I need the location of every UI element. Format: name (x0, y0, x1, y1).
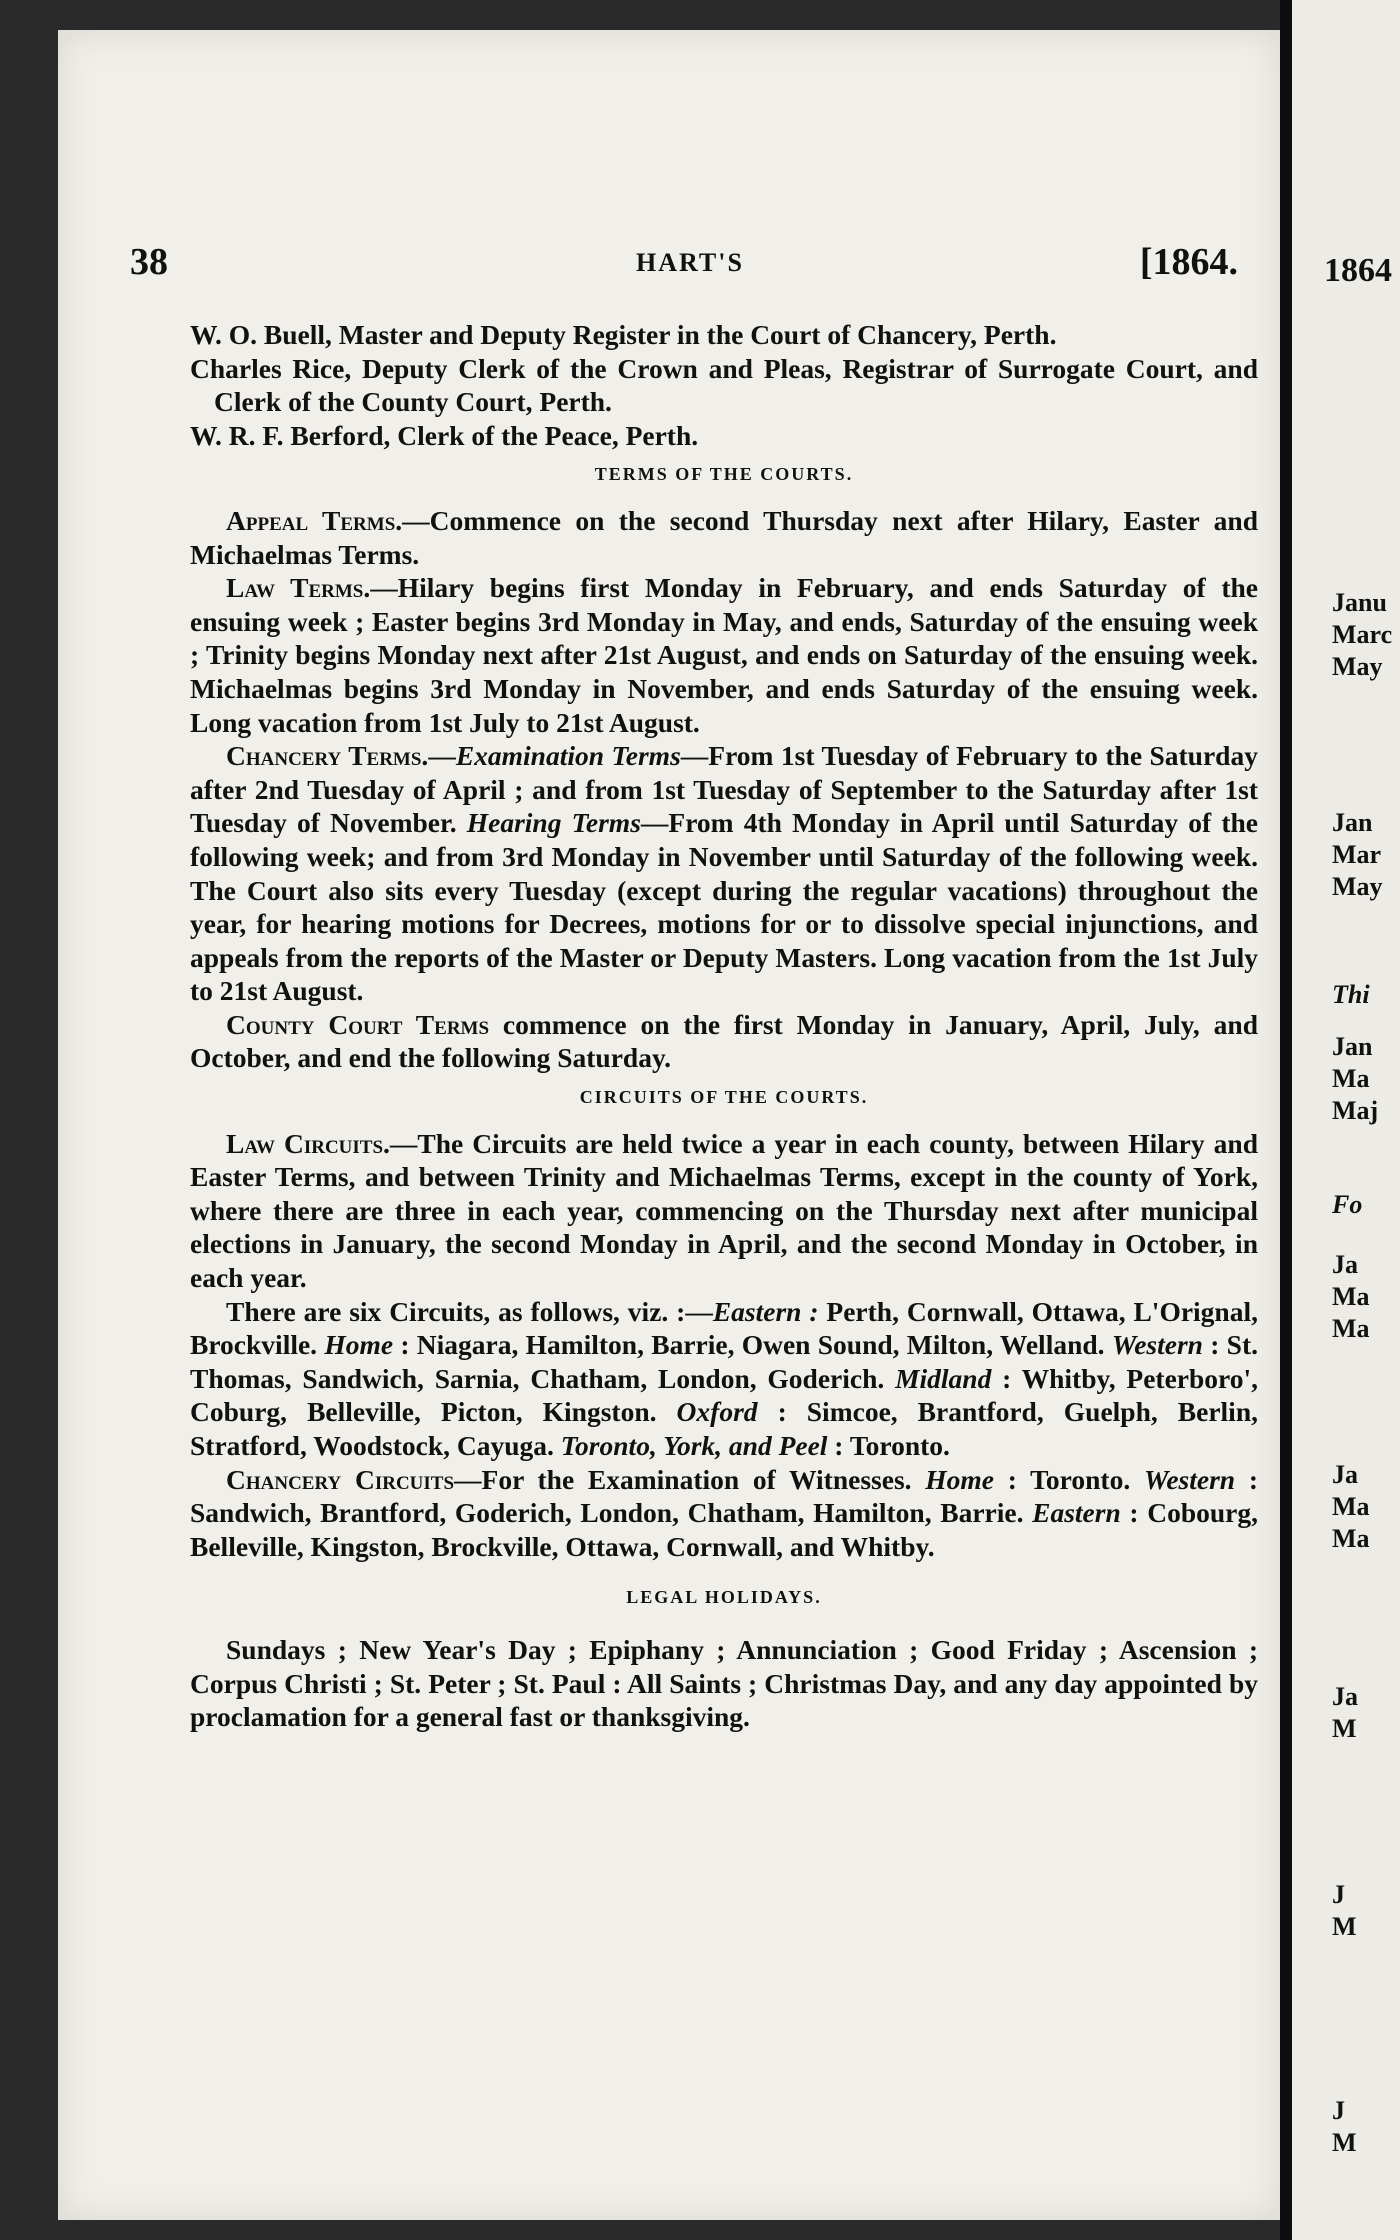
circuit-towns: : Toronto. (827, 1430, 950, 1461)
subheading-hearing: Hearing Terms (466, 807, 641, 839)
adjacent-fragment: Marc (1332, 620, 1393, 649)
paragraph-text: —The Circuits are held twice a year in each county, between Hilary and Easter Terms, and between Trinity and Michaelmas Terms, except in the county of York, where there are three in each year, commencing on the Thursday next after municipal elections in January, the second Monday in April, and the second Monday in October, in each year. (190, 1127, 1258, 1294)
run-in-heading: Law Terms. (226, 572, 371, 604)
paragraph-text: —From 4th Monday in April until Saturday of the following week; and from 3rd Monday in November until Saturday of the following week. The Court also sits every Tuesday (except during the regular vacations) throughout the year, for hearing motions for Decrees, motions for or to dissolve special injunctions, and appeals from the reports of the Master or Deputy Masters. Long vacation from the 1st July to 21st August. (190, 807, 1258, 1007)
paragraph-appeal-terms (190, 504, 1258, 571)
circuit-towns: Perth, Cornwall, Ottawa, L'Orignal, Brockville. (190, 1295, 1258, 1361)
running-head: HART'S (636, 248, 744, 277)
paragraph-legal-holidays: Sundays ; New Year's Day ; Epiphany ; Annunciation ; Good Friday ; Ascension ; Corpus Christi ; St. Peter ; St. Paul : All Saints ; Christmas Day, and any day appointed by proclamation for a general fast or thanksgiving. (190, 1633, 1258, 1733)
circuit-label: Eastern (1032, 1497, 1121, 1529)
adjacent-fragment: M (1332, 1912, 1357, 1941)
dash: — (428, 740, 456, 772)
adjacent-fragment: Jan (1332, 808, 1373, 837)
official-entry: W. R. F. Berford, Clerk of the Peace, Perth. (190, 419, 699, 451)
run-in-heading: County Court Terms (226, 1008, 490, 1040)
run-in-heading: Appeal Terms. (226, 504, 403, 536)
page-gutter (1280, 0, 1292, 2240)
adjacent-fragment: M (1332, 1714, 1357, 1743)
circuit-label: Western (1111, 1329, 1203, 1361)
circuit-label: Toronto, York, and Peel (560, 1430, 828, 1461)
circuit-towns: : St. Thomas, Sandwich, Sarnia, Chatham, London, Goderich. (190, 1329, 1258, 1394)
adjacent-page-year: 1864 (1324, 252, 1392, 289)
paragraph-text: —From 1st Tuesday of February to the Saturday after 2nd Tuesday of April ; and from 1st Tuesday of September to the Saturday after 1st Tuesday of November. (190, 740, 1258, 839)
adjacent-fragment: May (1332, 652, 1383, 681)
adjacent-fragment: J (1332, 2096, 1345, 2125)
circuit-label: Oxford (676, 1396, 758, 1428)
adjacent-fragment: Maj (1332, 1096, 1379, 1125)
run-in-heading: Law Circuits. (226, 1127, 390, 1159)
adjacent-fragment: May (1332, 872, 1383, 901)
circuit-towns: : Niagara, Hamilton, Barrie, Owen Sound, Milton, Welland. (393, 1329, 1112, 1361)
paragraph-chancery-terms (190, 739, 1258, 1008)
paragraph-chancery-circuits (190, 1463, 1258, 1564)
adjacent-fragment: Ma (1332, 1314, 1370, 1343)
adjacent-fragment: Jan (1332, 1032, 1373, 1061)
circuit-label: Midland (895, 1362, 992, 1394)
circuit-label: Home (925, 1463, 994, 1495)
circuit-label: Western (1143, 1463, 1236, 1495)
section-title-holidays: LEGAL HOLIDAYS. (626, 1587, 822, 1608)
page-number: 38 (130, 241, 168, 283)
paragraph-text: commence on the first Monday in January, April, July, and October, and end the following Saturday. (190, 1008, 1258, 1074)
paragraph-text: —For the Examination of Witnesses. (454, 1463, 926, 1495)
paragraph-law-circuits (190, 1127, 1258, 1295)
adjacent-fragment: Ma (1332, 1524, 1370, 1553)
adjacent-fragment: Mar (1332, 840, 1382, 869)
adjacent-fragment: Thi (1332, 980, 1370, 1009)
adjacent-fragment: Ja (1332, 1682, 1358, 1711)
paragraph-text: —Hilary begins first Monday in February, and ends Saturday of the ensuing week ; Easter begins 3rd Monday in May, and ends, Saturday of the ensuing week ; Trinity begins Monday next after 21st August, and ends on Saturday of the ensuing week. Michaelmas begins 3rd Monday in November, and ends Saturday of the ensuing week. Long vacation from 1st July to 21st August. (190, 572, 1258, 738)
adjacent-fragment: M (1332, 2128, 1357, 2157)
adjacent-fragment: Ja (1332, 1460, 1358, 1489)
adjacent-fragment: Ma (1332, 1492, 1370, 1521)
paragraph-text: —Commence on the second Thursday next after Hilary, Easter and Michaelmas Terms. (190, 504, 1258, 570)
paragraph-law-terms (190, 571, 1258, 739)
page-body (190, 318, 1258, 1734)
paragraph-text: There are six Circuits, as follows, viz. :— (226, 1295, 713, 1327)
circuit-towns: : Whitby, Peterboro', Coburg, Belleville, Picton, Kingston. (190, 1362, 1258, 1428)
circuit-towns: : Simcoe, Brantford, Guelph, Berlin, Stratford, Woodstock, Cayuga. (190, 1396, 1258, 1461)
adjacent-fragment: Ja (1332, 1250, 1358, 1279)
run-in-heading: Chancery Circuits (226, 1463, 455, 1495)
adjacent-fragment: J (1332, 1880, 1345, 1909)
adjacent-fragment: Ma (1332, 1282, 1370, 1311)
page-header (130, 240, 1250, 290)
section-title-circuits: CIRCUITS OF THE COURTS. (579, 1087, 869, 1108)
adjacent-fragment: Janu (1332, 588, 1387, 617)
run-in-heading: Chancery Terms. (226, 740, 429, 772)
official-entry: Charles Rice, Deputy Clerk of the Crown and Pleas, Registrar of Surrogate Court, and Clerk of the County Court, Perth. (190, 352, 1258, 418)
paragraph-six-circuits (190, 1295, 1258, 1463)
header-year: [1864. (1139, 241, 1238, 283)
adjacent-page-edge (1292, 0, 1400, 2240)
circuit-label: Home (324, 1329, 394, 1361)
adjacent-fragment: Ma (1332, 1064, 1370, 1093)
adjacent-fragment: Fo (1332, 1190, 1363, 1219)
circuit-towns: : Sandwich, Brantford, Goderich, London, Chatham, Hamilton, Barrie. (190, 1463, 1258, 1529)
circuit-label: Eastern : (712, 1295, 819, 1327)
section-title-terms: TERMS OF THE COURTS. (594, 464, 854, 485)
official-entry: W. O. Buell, Master and Deputy Register in the Court of Chancery, Perth. (190, 319, 1057, 350)
circuit-towns: : Cobourg, Belleville, Kingston, Brockville, Ottawa, Cornwall, and Whitby. (190, 1497, 1258, 1562)
circuit-towns: : Toronto. (994, 1463, 1144, 1495)
paragraph-county-court-terms (190, 1008, 1258, 1075)
subheading-examination: Examination Terms (455, 740, 681, 772)
